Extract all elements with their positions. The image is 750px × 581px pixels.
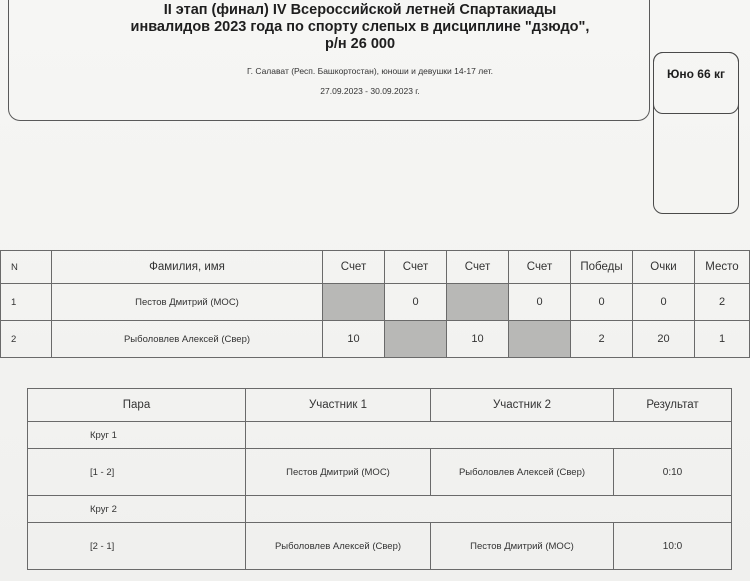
score-cell: 10 — [447, 321, 509, 358]
pairs-header-row — [28, 389, 732, 422]
athlete-name: Пестов Дмитрий (МОС) — [52, 284, 323, 321]
round-label: Круг 2 — [28, 496, 246, 523]
dates-text: 27.09.2023 - 30.09.2023 г. — [320, 86, 420, 96]
row-number: 1 — [1, 284, 52, 321]
round-spacer — [246, 496, 732, 523]
table-row — [1, 284, 750, 321]
weight-category-frame — [653, 52, 739, 114]
score-cell-shaded — [323, 284, 385, 321]
round-row — [28, 422, 732, 449]
weight-category-label: Юно 66 кг — [667, 67, 725, 81]
place-cell: 1 — [695, 321, 750, 358]
header-score-1: Счет — [323, 251, 385, 284]
table-row — [1, 321, 750, 358]
participant-2-cell: Пестов Дмитрий (МОС) — [431, 523, 614, 570]
document-title — [100, 2, 620, 53]
place-cell: 2 — [695, 284, 750, 321]
header-name: Фамилия, имя — [52, 251, 323, 284]
header-pair: Пара — [28, 389, 246, 422]
result-cell: 0:10 — [614, 449, 732, 496]
round-row — [28, 496, 732, 523]
wins-cell: 0 — [571, 284, 633, 321]
header-score-4: Счет — [509, 251, 571, 284]
header-result: Результат — [614, 389, 732, 422]
result-cell: 10:0 — [614, 523, 732, 570]
round-label: Круг 1 — [28, 422, 246, 449]
header-participant-2: Участник 2 — [431, 389, 614, 422]
results-header-row — [1, 251, 750, 284]
title-line-2: инвалидов 2023 года по спорту слепых в дисциплине "дзюдо", — [130, 19, 590, 35]
header-wins: Победы — [571, 251, 633, 284]
header-points: Очки — [633, 251, 695, 284]
participant-1-cell: Пестов Дмитрий (МОС) — [246, 449, 431, 496]
wins-cell: 2 — [571, 321, 633, 358]
location-text: Г. Салават (Респ. Башкортостан), юноши и девушки 14-17 лет. — [247, 66, 493, 76]
points-cell: 0 — [633, 284, 695, 321]
score-cell-shaded — [385, 321, 447, 358]
score-cell-shaded — [509, 321, 571, 358]
score-cell: 0 — [385, 284, 447, 321]
pair-cell: [1 - 2] — [28, 449, 246, 496]
round-spacer — [246, 422, 732, 449]
score-cell: 10 — [323, 321, 385, 358]
title-line-3: р/н 26 000 — [324, 36, 396, 52]
header-participant-1: Участник 1 — [246, 389, 431, 422]
match-row — [28, 449, 732, 496]
header-score-2: Счет — [385, 251, 447, 284]
title-line-1: II этап (финал) IV Всероссийской летней Спартакиады — [163, 2, 557, 18]
pairs-table — [27, 388, 732, 570]
results-table — [0, 250, 750, 358]
score-cell-shaded — [447, 284, 509, 321]
row-number: 2 — [1, 321, 52, 358]
pair-cell: [2 - 1] — [28, 523, 246, 570]
header-place: Место — [695, 251, 750, 284]
score-cell: 0 — [509, 284, 571, 321]
athlete-name: Рыболовлев Алексей (Свер) — [52, 321, 323, 358]
match-row — [28, 523, 732, 570]
participant-1-cell: Рыболовлев Алексей (Свер) — [246, 523, 431, 570]
header-score-3: Счет — [447, 251, 509, 284]
header-n: N — [1, 251, 52, 284]
points-cell: 20 — [633, 321, 695, 358]
participant-2-cell: Рыболовлев Алексей (Свер) — [431, 449, 614, 496]
